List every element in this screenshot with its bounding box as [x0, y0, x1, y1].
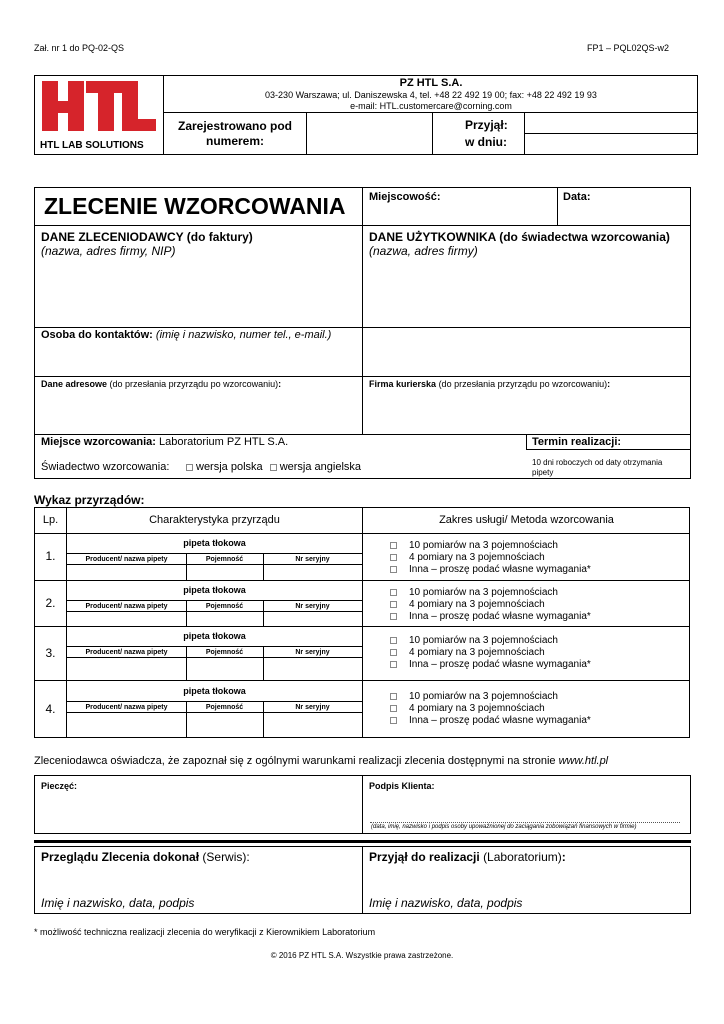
registration-number-field[interactable] — [307, 113, 431, 154]
company-name: PZ HTL S.A. — [399, 77, 463, 89]
calibration-location-label: Miejsce wzorcowania: — [41, 436, 156, 448]
scope-option[interactable]: 10 pomiarów na 3 pojemnościach — [390, 691, 558, 702]
certificate-label: Świadectwo wzorcowania: — [41, 461, 170, 473]
lab-acceptance-label: Przyjął do realizacji (Laboratorium): — [369, 850, 566, 864]
checkbox-icon — [390, 705, 397, 712]
logo-text: HTL LAB SOLUTIONS — [40, 140, 144, 151]
scope-option[interactable]: Inna – proszę podać własne wymagania* — [390, 564, 591, 575]
client-data-field[interactable] — [36, 260, 360, 324]
courier-field[interactable] — [364, 392, 689, 432]
cert-english-option[interactable]: wersja angielska — [270, 461, 361, 473]
checkbox-icon — [390, 661, 397, 668]
contact-person-hint: (imię i nazwisko, numer tel., e-mail.) — [155, 329, 332, 341]
received-by-field[interactable] — [525, 113, 697, 133]
lab-sign-hint: Imię i nazwisko, data, podpis — [369, 896, 523, 910]
footnote: * możliwość techniczna realizacji zlecenia do weryfikacji z Kierownikiem Laboratorium — [34, 927, 376, 937]
contact-person-label: Osoba do kontaktów: — [41, 329, 153, 341]
instrument-type: pipeta tłokowa — [183, 686, 246, 696]
service-sign-hint: Imię i nazwisko, data, podpis — [41, 896, 195, 910]
received-date-field[interactable] — [525, 134, 697, 154]
client-signature-line[interactable] — [370, 822, 680, 823]
certificate-options — [186, 461, 361, 473]
service-review-label: Przeglądu Zlecenia dokonał (Serwis): — [41, 850, 250, 864]
user-data-field[interactable] — [364, 260, 689, 324]
client-signature-label: Podpis Klienta: — [369, 781, 435, 791]
scope-option[interactable]: 4 pomiary na 3 pojemnościach — [390, 599, 545, 610]
checkbox-icon — [390, 637, 397, 644]
company-email: e-mail: HTL.customercare@corning.com — [350, 101, 512, 111]
checkbox-icon — [390, 542, 397, 549]
scope-option[interactable]: 10 pomiarów na 3 pojemnościach — [390, 540, 558, 551]
checkbox-icon — [390, 601, 397, 608]
place-label: Miejscowość: — [369, 191, 441, 203]
scope-option[interactable]: 10 pomiarów na 3 pojemnościach — [390, 587, 558, 598]
checkbox-icon — [390, 589, 397, 596]
registered-label: Zarejestrowano pod numerem: — [177, 119, 293, 148]
declaration-text: Zleceniodawca oświadcza, że zapoznał się z ogólnymi warunkami realizacji zlecenia dostępnymi na stronie — [34, 755, 556, 767]
instruments-title: Wykaz przyrządów: — [34, 493, 145, 507]
client-data-hint: (nazwa, adres firmy, NIP) — [41, 244, 176, 258]
checkbox-icon — [390, 566, 397, 573]
courier-hint: (do przesłania przyrządu po wzorcowaniu) — [438, 379, 608, 389]
calibration-location-value: Laboratorium PZ HTL S.A. — [159, 436, 289, 448]
checkbox-icon — [186, 464, 193, 471]
table-row: 4. pipeta tłokowa Producent/ nazwa pipety Pojemność Nr seryjny 10 pomiarów na 3 pojemnościach 4 pomiary na 3 pojemnościach Inna – proszę podać własne wymagania* — [34, 680, 690, 738]
form-title: ZLECENIE WZORCOWANIA — [44, 193, 346, 219]
copyright: © 2016 PZ HTL S.A. Wszystkie prawa zastrzeżone. — [270, 951, 454, 960]
scope-option[interactable]: Inna – proszę podać własne wymagania* — [390, 715, 591, 726]
instrument-type: pipeta tłokowa — [183, 538, 246, 548]
contact-person-field[interactable] — [36, 344, 689, 374]
table-row: 3. pipeta tłokowa Producent/ nazwa pipety Pojemność Nr seryjny 10 pomiarów na 3 pojemnościach 4 pomiary na 3 pojemnościach Inna – proszę podać własne wymagania* — [34, 626, 690, 680]
website-link[interactable]: www.htl.pl — [558, 755, 609, 767]
instrument-type: pipeta tłokowa — [183, 585, 246, 595]
courier-row: Firma kurierska (do przesłania przyrządu po wzorcowaniu): — [369, 379, 611, 389]
calibration-location-row — [41, 436, 288, 448]
col-characteristics: Charakterystyka przyrządu — [149, 514, 280, 526]
courier-label: Firma kurierska — [369, 379, 437, 389]
client-data-label: DANE ZLECENIODAWCY (do faktury) — [41, 230, 253, 244]
checkbox-icon — [390, 717, 397, 724]
received-by-label: Przyjął: — [465, 118, 508, 132]
date-field[interactable] — [596, 190, 688, 222]
checkbox-icon — [390, 693, 397, 700]
scope-option[interactable]: Inna – proszę podać własne wymagania* — [390, 611, 591, 622]
checkbox-icon — [390, 613, 397, 620]
col-scope: Zakres usługi/ Metoda wzorcowania — [439, 514, 614, 526]
scope-option[interactable]: 4 pomiary na 3 pojemnościach — [390, 647, 545, 658]
declaration — [34, 755, 608, 767]
date-label: Data: — [563, 191, 591, 203]
document-code: FP1 – PQL02QS-w2 — [586, 43, 669, 53]
received-date-label: w dniu: — [465, 135, 507, 149]
contact-person-row — [41, 329, 331, 341]
scope-option[interactable]: Inna – proszę podać własne wymagania* — [390, 659, 591, 670]
scope-option[interactable]: 4 pomiary na 3 pojemnościach — [390, 703, 545, 714]
user-data-label: DANE UŻYTKOWNIKA (do świadectwa wzorcowania) — [369, 230, 670, 244]
htl-logo — [38, 79, 158, 135]
table-row: 1. pipeta tłokowa Producent/ nazwa pipety Pojemność Nr seryjny 10 pomiarów na 3 pojemnościach 4 pomiary na 3 pojemnościach Inna – proszę podać własne wymagania* — [34, 533, 690, 580]
checkbox-icon — [390, 649, 397, 656]
address-row: Dane adresowe (do przesłania przyrządu po wzorcowaniu): — [41, 379, 282, 389]
company-address: 03-230 Warszawa; ul. Daniszewska 4, tel. +48 22 492 19 00; fax: +48 22 492 19 93 — [265, 90, 597, 100]
instrument-type: pipeta tłokowa — [183, 631, 246, 641]
deadline-value: 10 dni roboczych od daty otrzymania pipety — [532, 458, 663, 477]
place-field[interactable] — [449, 190, 555, 222]
address-field[interactable] — [36, 392, 360, 432]
scope-option[interactable]: 10 pomiarów na 3 pojemnościach — [390, 635, 558, 646]
address-hint: (do przesłania przyrządu po wzorcowaniu) — [109, 379, 279, 389]
table-row: 2. pipeta tłokowa Producent/ nazwa pipety Pojemność Nr seryjny 10 pomiarów na 3 pojemnościach 4 pomiary na 3 pojemnościach Inna – proszę podać własne wymagania* — [34, 580, 690, 626]
stamp-field[interactable] — [36, 793, 360, 832]
stamp-label: Pieczęć: — [41, 781, 78, 791]
cert-polish-option[interactable]: wersja polska — [186, 461, 263, 473]
col-lp: Lp. — [42, 514, 59, 526]
checkbox-icon — [390, 554, 397, 561]
user-data-hint: (nazwa, adres firmy) — [369, 244, 478, 258]
address-label: Dane adresowe — [41, 379, 108, 389]
deadline-label: Termin realizacji: — [532, 436, 622, 448]
checkbox-icon — [270, 464, 277, 471]
client-signature-hint: (data, imię, nazwisko i podpis osoby upoważnionej do zaciągania zobowiązań finansowych w firmie) — [371, 824, 637, 830]
scope-option[interactable]: 4 pomiary na 3 pojemnościach — [390, 552, 545, 563]
form-reference: Zał. nr 1 do PQ-02-QS — [34, 43, 125, 53]
